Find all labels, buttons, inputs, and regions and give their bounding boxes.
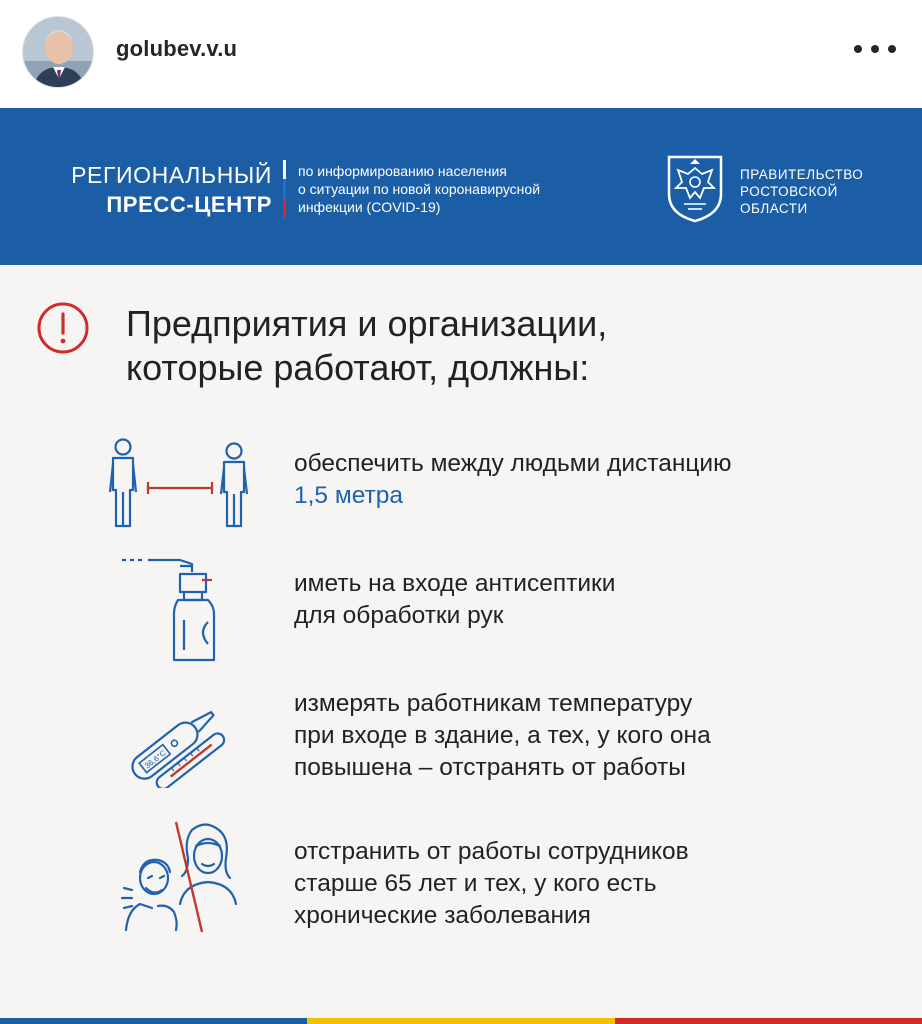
username-link[interactable]: golubev.v.u — [116, 36, 238, 61]
requirement-distance — [294, 448, 874, 512]
text-line: хронические заболевания — [294, 902, 591, 929]
text-line: обеспечить между людьми дистанцию — [294, 450, 732, 477]
requirement-temperature — [294, 688, 874, 784]
header-banner — [0, 108, 922, 265]
tricolor-stripe — [0, 1018, 922, 1024]
page-title — [126, 302, 826, 390]
title-line: Предприятия и организации, — [126, 303, 608, 344]
text-line: повышена – отстранять от работы — [294, 754, 686, 781]
post-image[interactable] — [0, 108, 922, 1024]
elderly-sick-icon — [118, 818, 244, 934]
thermometer-icon — [120, 696, 232, 788]
desc-line: инфекции (COVID-19) — [298, 199, 441, 215]
coat-of-arms-icon — [666, 154, 724, 224]
sanitizer-bottle-icon — [118, 554, 222, 664]
tricolor-divider — [283, 160, 286, 218]
more-options-button[interactable] — [854, 34, 896, 64]
stripe-red — [615, 1018, 922, 1024]
gov-line: ОБЛАСТИ — [740, 201, 808, 216]
dot-icon — [871, 45, 879, 53]
gov-line: ПРАВИТЕЛЬСТВО — [740, 167, 864, 182]
text-line: измерять работникам температуру — [294, 690, 693, 717]
requirement-antiseptics — [294, 568, 874, 632]
distance-value: 1,5 метра — [294, 482, 403, 509]
text-line: старше 65 лет и тех, у кого есть — [294, 870, 657, 897]
avatar[interactable] — [22, 16, 94, 88]
gov-line: РОСТОВСКОЙ — [740, 184, 838, 199]
stripe-blue — [0, 1018, 307, 1024]
text-line: иметь на входе антисептики — [294, 570, 616, 597]
requirement-vulnerable-staff — [294, 836, 874, 932]
title-line: которые работают, должны: — [126, 347, 590, 388]
text-line: при входе в здание, а тех, у кого она — [294, 722, 711, 749]
distance-people-icon — [104, 434, 254, 530]
text-line: для обработки рук — [294, 602, 504, 629]
government-label — [740, 166, 863, 217]
post-header — [0, 0, 922, 108]
banner-description — [298, 162, 638, 216]
press-center-title — [52, 160, 272, 220]
alert-icon — [36, 301, 90, 355]
thermometer-reading: 36,6°C — [142, 748, 168, 771]
title-line: ПРЕСС-ЦЕНТР — [106, 192, 272, 217]
desc-line: о ситуации по новой коронавирусной — [298, 181, 541, 197]
text-line: отстранить от работы сотрудников — [294, 838, 689, 865]
user-photo-icon — [23, 17, 94, 88]
title-line: РЕГИОНАЛЬНЫЙ — [71, 162, 272, 188]
dot-icon — [854, 45, 862, 53]
desc-line: по информированию населения — [298, 163, 507, 179]
stripe-yellow — [307, 1018, 614, 1024]
dot-icon — [888, 45, 896, 53]
